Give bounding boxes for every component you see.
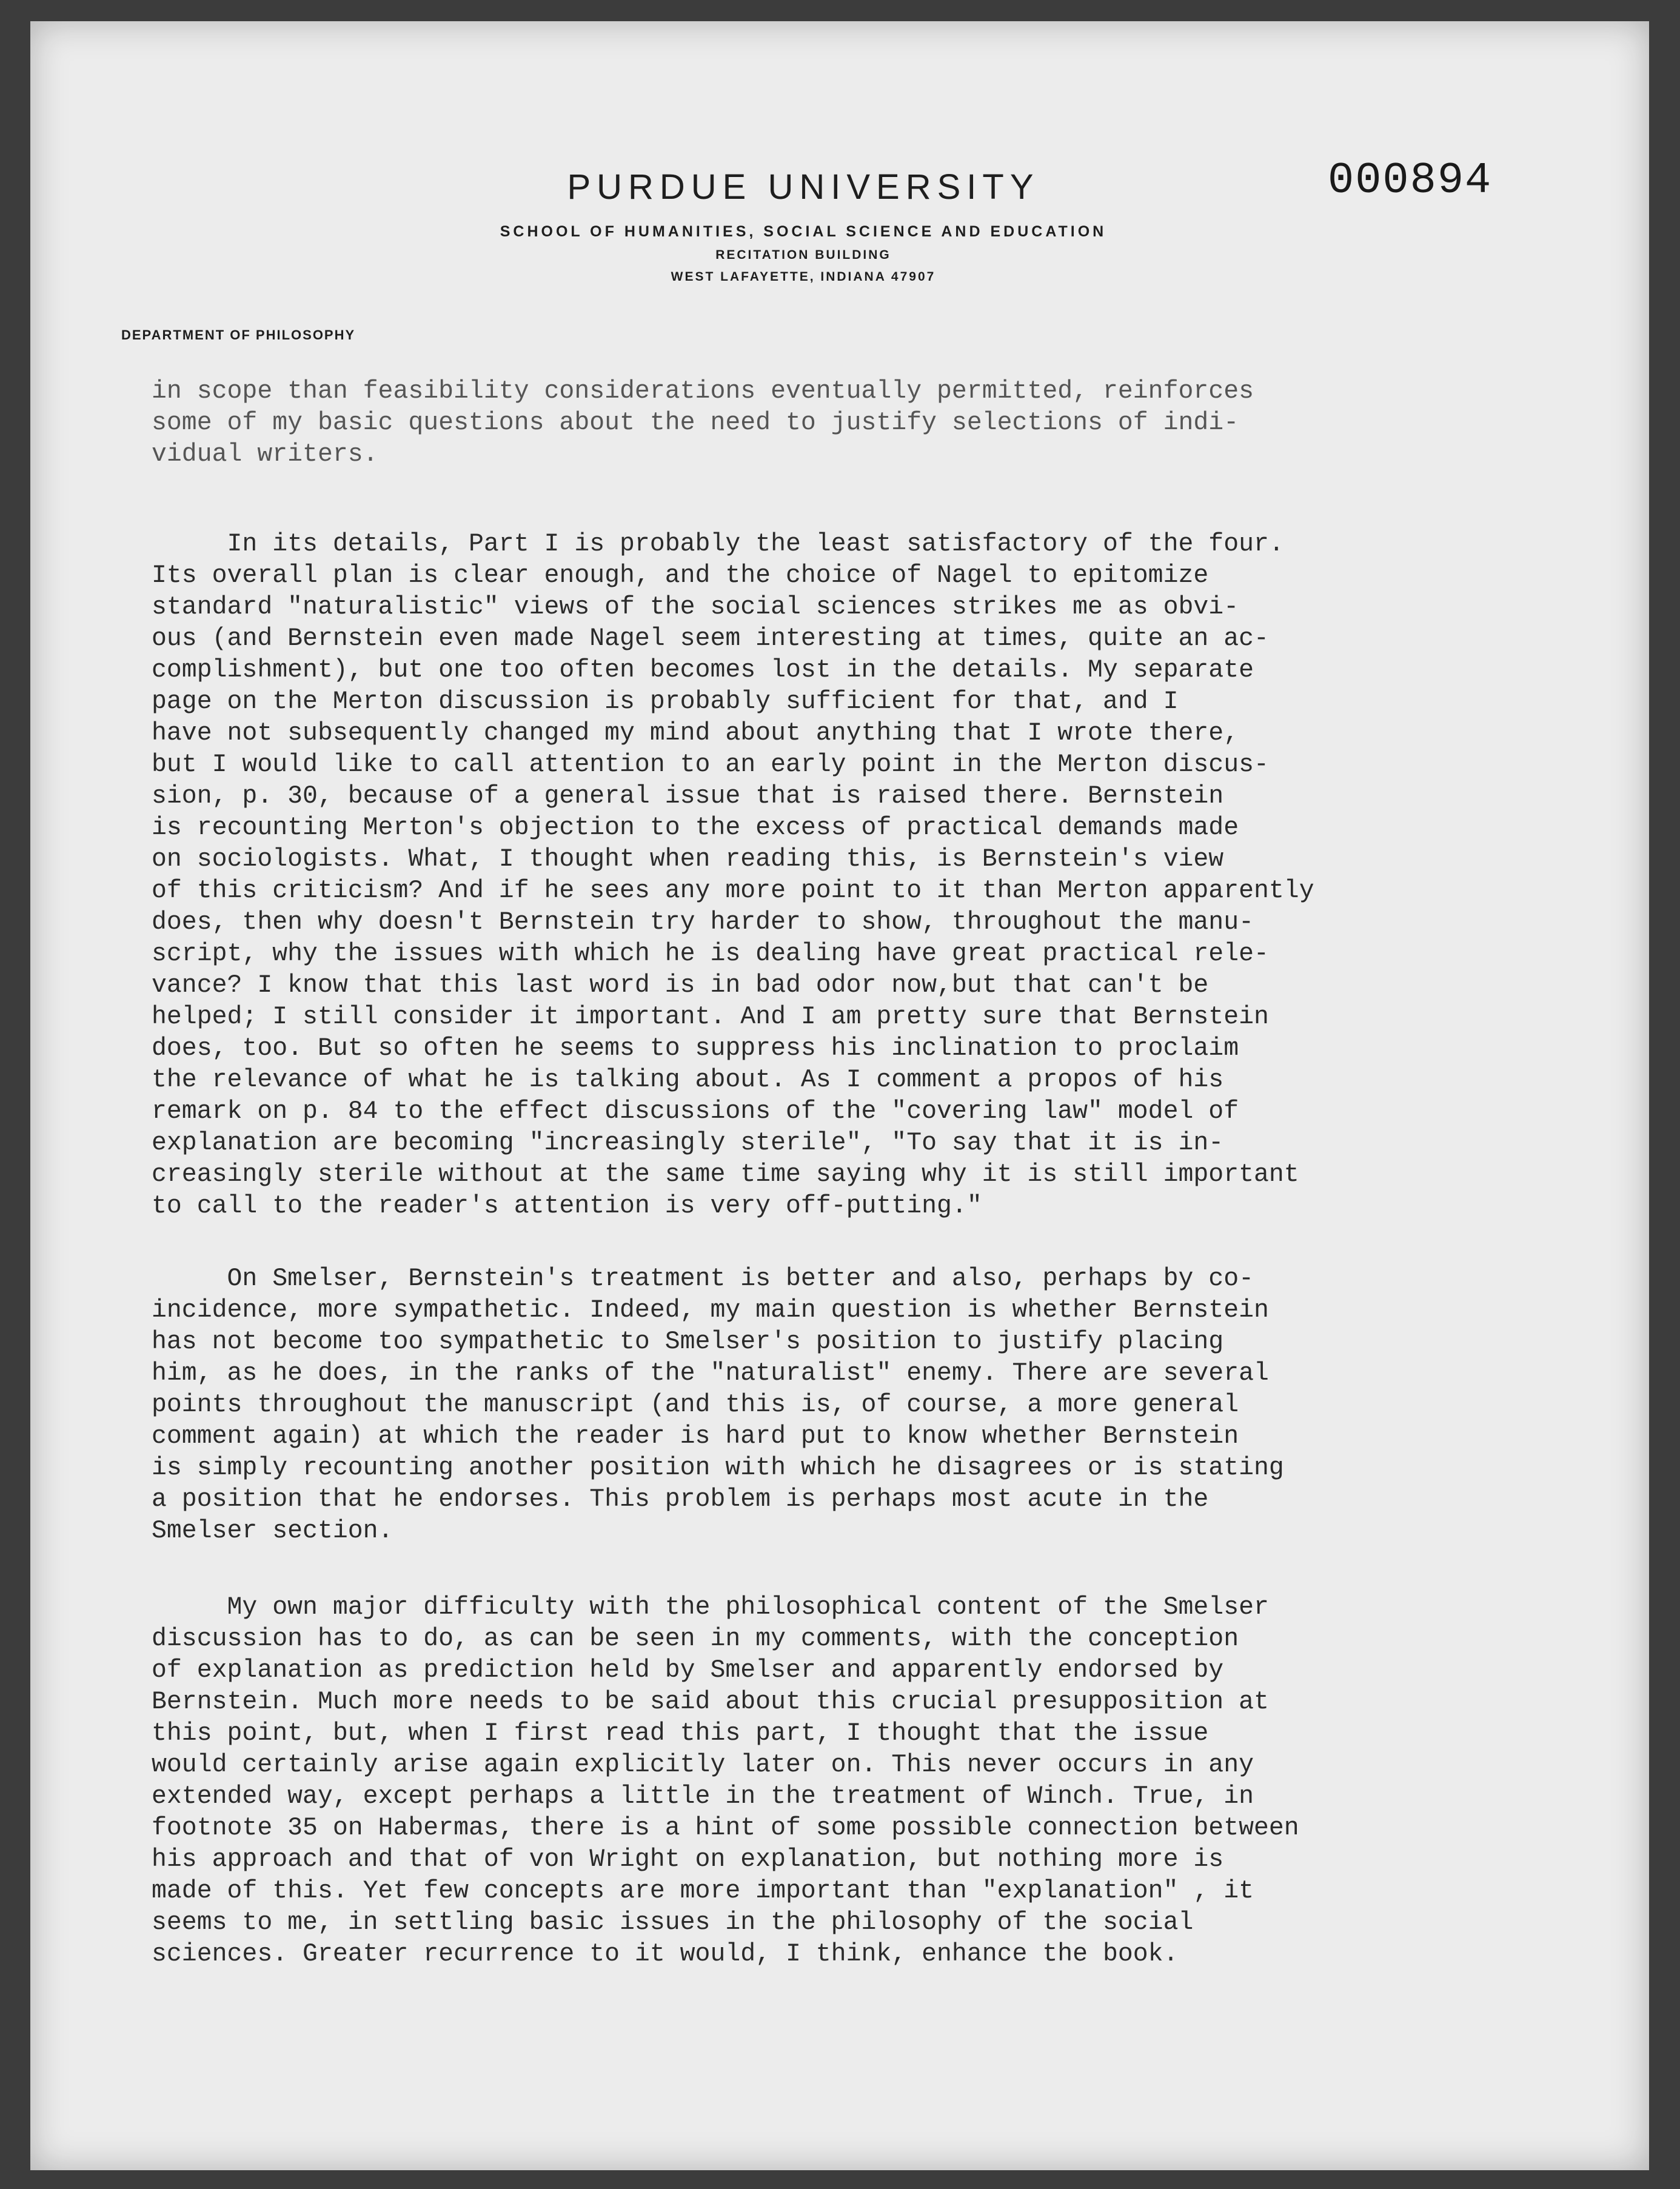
paragraph: My own major difficulty with the philosophical content of the Smelser discussion has to do, as can be seen in my comments, with the conception of explanation as prediction held by Smelser and apparently endorsed by Bernstein. Much more needs to be said about this crucial presupposition at this point, but, when I first read this part, I thought that the issue would certainly arise again explicitly later on. This never occurs in any extended way, except perhaps a little in the treatment of Winch. True, in footnote 35 on Habermas, there is a hint of some possible connection between his approach and that of von Wright on explanation, but nothing more is made of this. Yet few concepts are more important than "explanation" , it seems to me, in settling basic issues in the philosophy of the social sciences. Greater recurrence to it would, I think, enhance the book. — [152, 1593, 1299, 1968]
letter-body — [152, 376, 1607, 1970]
paragraph: In its details, Part I is probably the least satisfactory of the four. Its overall plan is clear enough, and the choice of Nagel to epitomize standard "naturalistic" views of the social sciences strikes me as obvi- ous (and Bernstein even made Nagel seem interesting at times, quite an ac- complishment), but one too often becomes lost in the details. My separate page on the Merton discussion is probably sufficient for that, and I have not subsequently changed my mind about anything that I wrote there, but I would like to call attention to an early point in the Merton discus- sion, p. 30, because of a general issue that is raised there. Bernstein is recounting Merton's objection to the excess of practical demands made on sociologists. What, I thought when reading this, is Bernstein's view of this criticism? And if he sees any more point to it than Merton apparently does, then why doesn't Bernstein try harder to show, throughout the manu- script, why the issues with which he is dealing have great practical rele- vance? I know that this last word is in bad odor now,but that can't be helped; I still consider it important. And I am pretty sure that Bernstein does, too. But so often he seems to suppress his inclination to proclaim the relevance of what he is talking about. As I comment a propos of his remark on p. 84 to the effect discussions of the "covering law" model of explanation are becoming "increasingly sterile", "To say that it is in- creasingly sterile without at the same time saying why it is still important to call to the reader's attention is very off-putting." — [152, 530, 1314, 1220]
address: WEST LAFAYETTE, INDIANA 47907 — [671, 270, 936, 284]
department-name: DEPARTMENT OF PHILOSOPHY — [121, 327, 356, 343]
paragraph: in scope than feasibility considerations eventually permitted, reinforces some of my basic questions about the need to justify selections of indi- vidual writers. — [152, 377, 1254, 469]
document-number: 000894 — [1328, 156, 1493, 206]
building-name: RECITATION BUILDING — [715, 248, 891, 262]
letter-page — [30, 21, 1649, 2170]
school-name: SCHOOL OF HUMANITIES, SOCIAL SCIENCE AND EDUCATION — [500, 223, 1107, 240]
paragraph: On Smelser, Bernstein's treatment is better and also, perhaps by co- incidence, more sympathetic. Indeed, my main question is whether Bernstein has not become too sympathetic to Smelser's position to justify placing him, as he does, in the ranks of the "naturalist" enemy. There are several points throughout the manuscript (and this is, of course, a more general comment again) at which the reader is hard put to know whether Bernstein is simply recounting another position with which he disagrees or is stating a position that he endorses. This problem is perhaps most acute in the Smelser section. — [152, 1265, 1284, 1545]
university-name: PURDUE UNIVERSITY — [567, 167, 1040, 207]
